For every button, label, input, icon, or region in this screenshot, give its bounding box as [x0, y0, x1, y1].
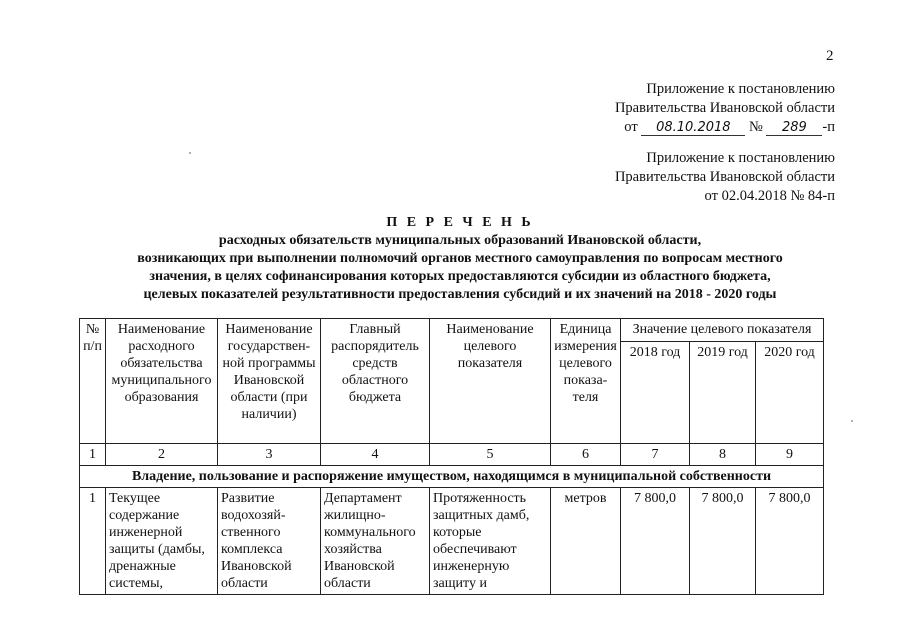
column-number: 7 [621, 444, 690, 466]
attachment-new-line3 [615, 118, 835, 137]
page-number: 2 [826, 48, 834, 64]
row-manager: Департамент жилищно-коммунального хозяйства Ивановской области [321, 488, 430, 595]
from-label: от [624, 119, 638, 135]
column-number: 4 [321, 444, 430, 466]
title-line3: значения, в целях софинансирования которых предоставляются субсидии из областного бюджета, [149, 269, 771, 284]
column-numbers-row [80, 444, 824, 466]
header-indicator: Наименование целевого показателя [430, 319, 551, 444]
attachment-new-line2: Правительства Ивановской области [614, 100, 835, 116]
header-num: № п/п [80, 319, 106, 444]
header-obligation: Наименование расходного обязательства муниципального образования [106, 319, 218, 444]
document-title [60, 214, 860, 304]
title-line1: расходных обязательств муниципальных образований Ивановской области, [218, 233, 702, 248]
row-program: Развитие водохозяй-ственного комплекса Ивановской области [218, 488, 321, 595]
column-number: 8 [690, 444, 756, 466]
section-row [80, 466, 824, 488]
column-number: 3 [218, 444, 321, 466]
row-value-2018: 7 800,0 [621, 488, 690, 595]
column-number: 9 [756, 444, 824, 466]
header-target-value: Значение целевого показателя [621, 319, 824, 342]
row-value-2019: 7 800,0 [690, 488, 756, 595]
attachment-old [615, 149, 835, 206]
number-label: № [748, 119, 763, 135]
header-year-2019: 2019 год [690, 342, 756, 444]
attachment-old-line1: Приложение к постановлению [646, 150, 835, 166]
row-value-2020: 7 800,0 [756, 488, 824, 595]
scan-speck [189, 152, 191, 154]
row-num: 1 [80, 488, 106, 595]
column-number: 2 [106, 444, 218, 466]
row-obligation: Текущее содержание инженерной защиты (дамбы, дренажные системы, [106, 488, 218, 595]
attachment-old-line3: от 02.04.2018 № 84-п [704, 188, 835, 204]
row-unit: метров [551, 488, 621, 595]
column-number: 6 [551, 444, 621, 466]
header-year-2018: 2018 год [621, 342, 690, 444]
title-line2: возникающих при выполнении полномочий органов местного самоуправления по вопросам местного [137, 251, 783, 266]
header-program: Наименование государствен-ной программы Ивановской области (при наличии) [218, 319, 321, 444]
title-heading: П Е Р Е Ч Е Н Ь [386, 215, 534, 230]
attachment-old-line2: Правительства Ивановской области [614, 169, 835, 185]
handwritten-date: 08.10.2018 [641, 120, 745, 136]
column-number: 1 [80, 444, 106, 466]
obligations-table [79, 318, 824, 595]
header-row [80, 319, 824, 342]
table-row [80, 488, 824, 595]
section-title: Владение, пользование и распоряжение имуществом, находящимся в муниципальной собственности [80, 466, 824, 488]
title-line4: целевых показателей результативности предоставления субсидий и их значений на 2018 - 2020 годы [143, 287, 777, 302]
attachment-new [615, 80, 835, 137]
header-manager: Главный распорядитель средств областного бюджета [321, 319, 430, 444]
handwritten-number: 289 [766, 120, 822, 136]
number-suffix: -п [822, 119, 835, 135]
scan-speck [851, 420, 853, 422]
row-indicator: Протяженность защитных дамб, которые обеспечивают инженерную защиту и [430, 488, 551, 595]
header-unit: Единица измерения целевого показа-теля [551, 319, 621, 444]
header-year-2020: 2020 год [756, 342, 824, 444]
column-number: 5 [430, 444, 551, 466]
attachment-new-line1: Приложение к постановлению [646, 81, 835, 97]
